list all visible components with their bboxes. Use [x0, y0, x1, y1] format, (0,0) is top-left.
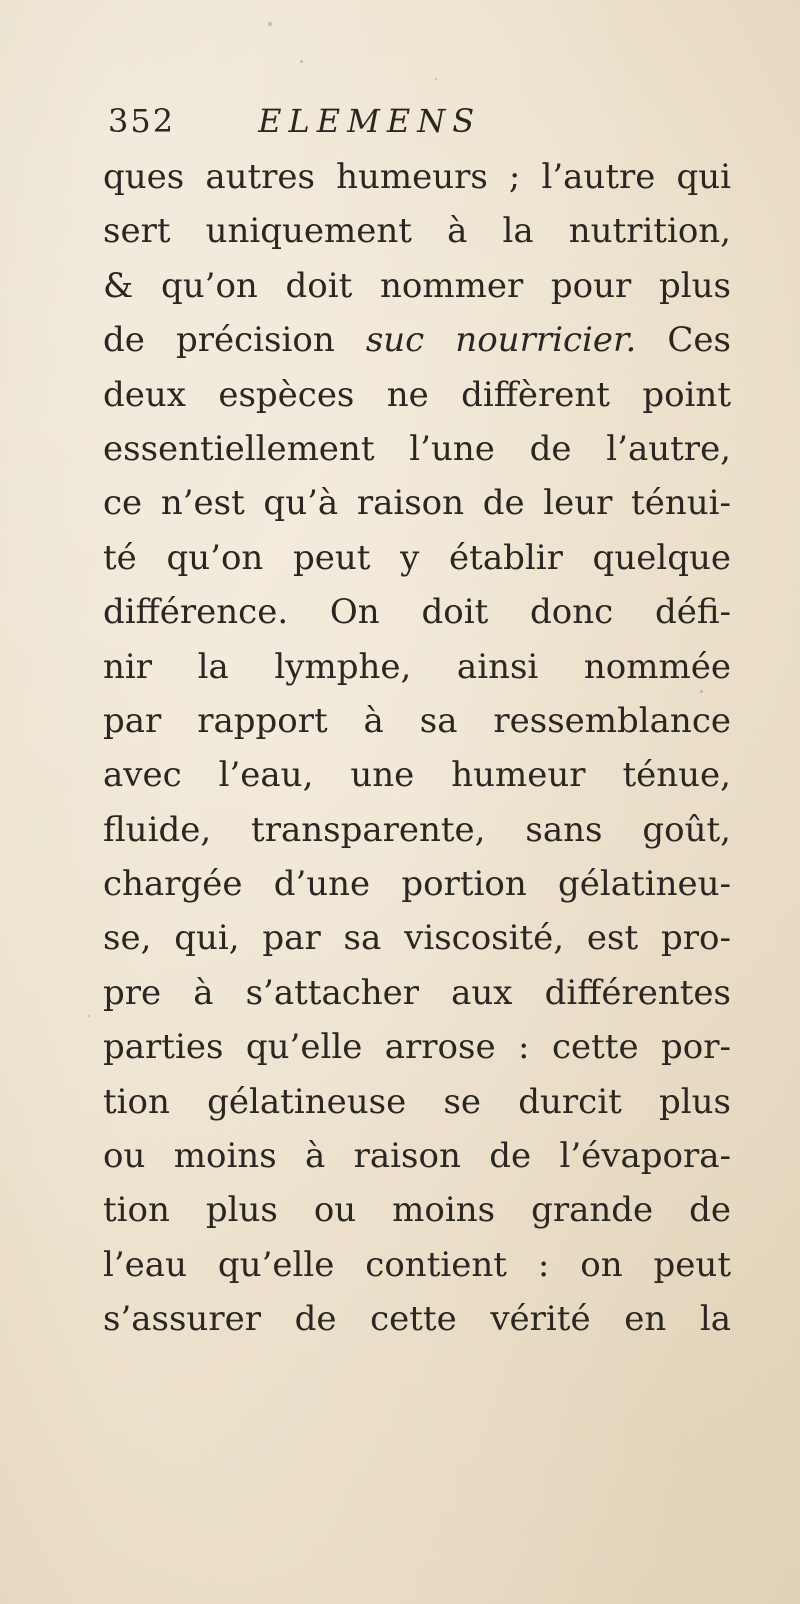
- text-segment: de précision: [103, 320, 366, 361]
- body-text: [103, 150, 731, 1347]
- text-line: sert uniquement à la nutrition,: [103, 211, 731, 252]
- text-line: avec l’eau, une humeur ténue,: [103, 755, 731, 796]
- page-number: 352: [108, 102, 176, 140]
- text-line: l’eau qu’elle contient : on peut: [103, 1244, 731, 1285]
- text-line: essentiellement l’une de l’autre,: [103, 428, 731, 469]
- text-line: pre à s’attacher aux différentes: [103, 972, 731, 1013]
- text-line: chargée d’une portion gélatineu-: [103, 864, 731, 905]
- text-line: té qu’on peut y établir quelque: [103, 537, 731, 578]
- text-line: & qu’on doit nommer pour plus: [103, 265, 731, 306]
- text-line: tion gélatineuse se durcit plus: [103, 1081, 731, 1122]
- text-line: parties qu’elle arrose : cette por-: [103, 1027, 731, 1068]
- page-header: [108, 96, 720, 146]
- text-line: ce n’est qu’à raison de leur ténui-: [103, 483, 731, 524]
- italic-term: suc nourricier.: [365, 320, 637, 361]
- text-segment: Ces: [636, 320, 731, 361]
- text-line: s’assurer de cette vérité en la: [103, 1299, 731, 1340]
- text-line: deux espèces ne diffèrent point: [103, 374, 731, 415]
- text-line: fluide, transparente, sans goût,: [103, 809, 731, 850]
- text-line: ques autres humeurs ; l’autre qui: [103, 157, 731, 197]
- running-head: ELEMENS: [258, 102, 482, 140]
- text-line: ou moins à raison de l’évapora-: [103, 1136, 731, 1177]
- text-line: tion plus ou moins grande de: [103, 1190, 731, 1231]
- paper-speck: [435, 78, 437, 80]
- paper-speck: [88, 1015, 90, 1017]
- text-line: [103, 313, 731, 367]
- text-line: différence. On doit donc défi-: [103, 592, 731, 633]
- text-line: par rapport à sa ressemblance: [103, 700, 731, 741]
- paper-speck: [300, 60, 303, 63]
- text-line: nir la lymphe, ainsi nommée: [103, 646, 731, 687]
- paper-speck: [268, 22, 272, 26]
- text-line: se, qui, par sa viscosité, est pro-: [103, 918, 731, 959]
